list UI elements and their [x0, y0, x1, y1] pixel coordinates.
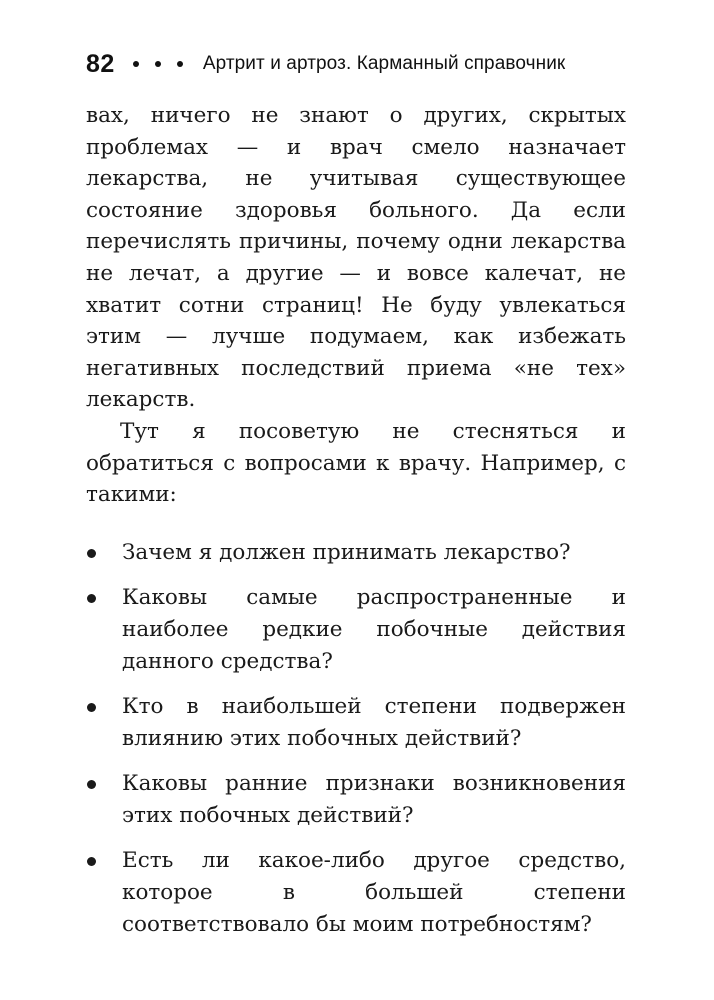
dot-ornament — [155, 61, 161, 67]
bullet-icon — [87, 549, 96, 558]
list-item — [86, 768, 626, 831]
list-item — [86, 582, 626, 677]
bullet-icon — [87, 780, 96, 789]
running-header — [86, 44, 565, 84]
bullet-icon — [87, 703, 96, 712]
page-number: 82 — [86, 49, 115, 78]
list-item-text: Каковы ранние признаки возникновения этих побочных действий? — [122, 771, 626, 828]
running-title: Артрит и артроз. Карманный справочник — [202, 53, 566, 74]
bullet-icon — [87, 857, 96, 866]
list-item-text: Кто в наибольшей степени подвержен влиянию этих побочных действий? — [122, 694, 626, 751]
bullet-icon — [87, 594, 96, 603]
list-item — [86, 845, 626, 940]
body-text — [86, 100, 626, 954]
list-item-text: Каковы самые распространенные и наиболее редкие побочные действия данного средства? — [122, 585, 626, 674]
paragraph: Тут я посоветую не стесняться и обратиться с вопросами к врачу. Например, с такими: — [86, 418, 626, 508]
header-dots-ornament — [133, 61, 183, 67]
paragraph: вах, ничего не знают о других, скрытых проблемах — и врач смело назначает лекарства, не учитывая существующее состояние здоровья больного. Да если перечислять причины, почему одни лекарства не лечат, а другие — и вовсе калечат, не хватит сотни страниц! Не буду увлекаться этим — лучше подумаем, как избежать негативных последствий приема «не тех» лекарств. — [86, 103, 626, 413]
list-item-text: Есть ли какое-либо другое средство, которое в большей степени соответствовало бы моим потребностям? — [122, 848, 626, 937]
list-item-text: Зачем я должен принимать лекарство? — [122, 539, 571, 565]
dot-ornament — [177, 61, 183, 67]
dot-ornament — [133, 61, 139, 67]
list-item — [86, 537, 626, 569]
question-list — [86, 537, 626, 941]
list-item — [86, 691, 626, 754]
